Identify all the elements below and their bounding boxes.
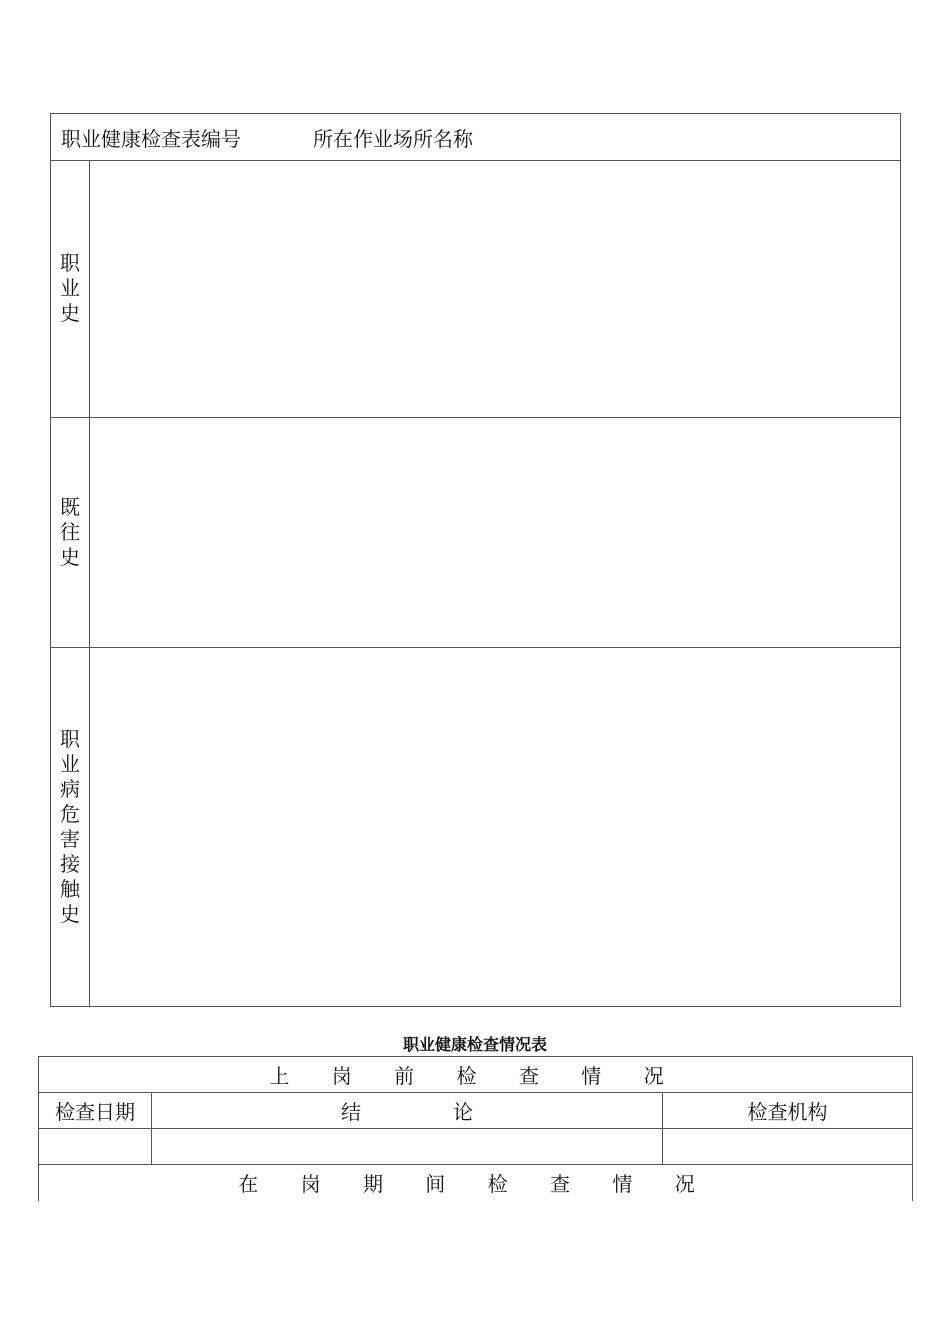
workplace-name-label: 所在作业场所名称 [313,126,473,151]
occupational-history-field[interactable] [90,161,901,418]
occupational-history-label: 职业史 [60,251,80,326]
past-history-label: 既往史 [60,494,80,569]
conclusion-label-part2: 论 [453,1100,473,1124]
pre-job-conclusion-field[interactable] [152,1129,663,1165]
past-history-label-cell [51,417,90,648]
on-job-check-header-label: 在 岗 期 间 检 查 情 况 [238,1172,713,1197]
conclusion-label-part1: 结 [341,1100,361,1124]
check-date-column-header: 检查日期 [39,1093,152,1129]
status-table-title: 职业健康检查情况表 [402,1035,547,1054]
hazard-exposure-history-field[interactable] [90,648,901,1007]
on-job-check-header [39,1165,913,1201]
pre-job-check-date-field[interactable] [39,1129,152,1165]
pre-job-institution-field[interactable] [663,1129,913,1165]
hazard-exposure-history-label: 职业病危害接触史 [60,727,80,927]
table-number-label: 职业健康检查表编号 [61,126,241,151]
occupational-history-label-cell [51,161,90,418]
form-header-row [51,114,901,161]
hazard-exposure-label-cell [51,648,90,1007]
past-history-field[interactable] [90,417,901,648]
pre-job-check-header-label: 上 岗 前 检 查 情 况 [269,1064,682,1088]
pre-job-check-header [39,1057,913,1093]
institution-column-header: 检查机构 [663,1093,913,1129]
conclusion-column-header [152,1093,663,1129]
occupational-health-form [50,113,901,1007]
health-check-status-table [38,1056,913,1201]
